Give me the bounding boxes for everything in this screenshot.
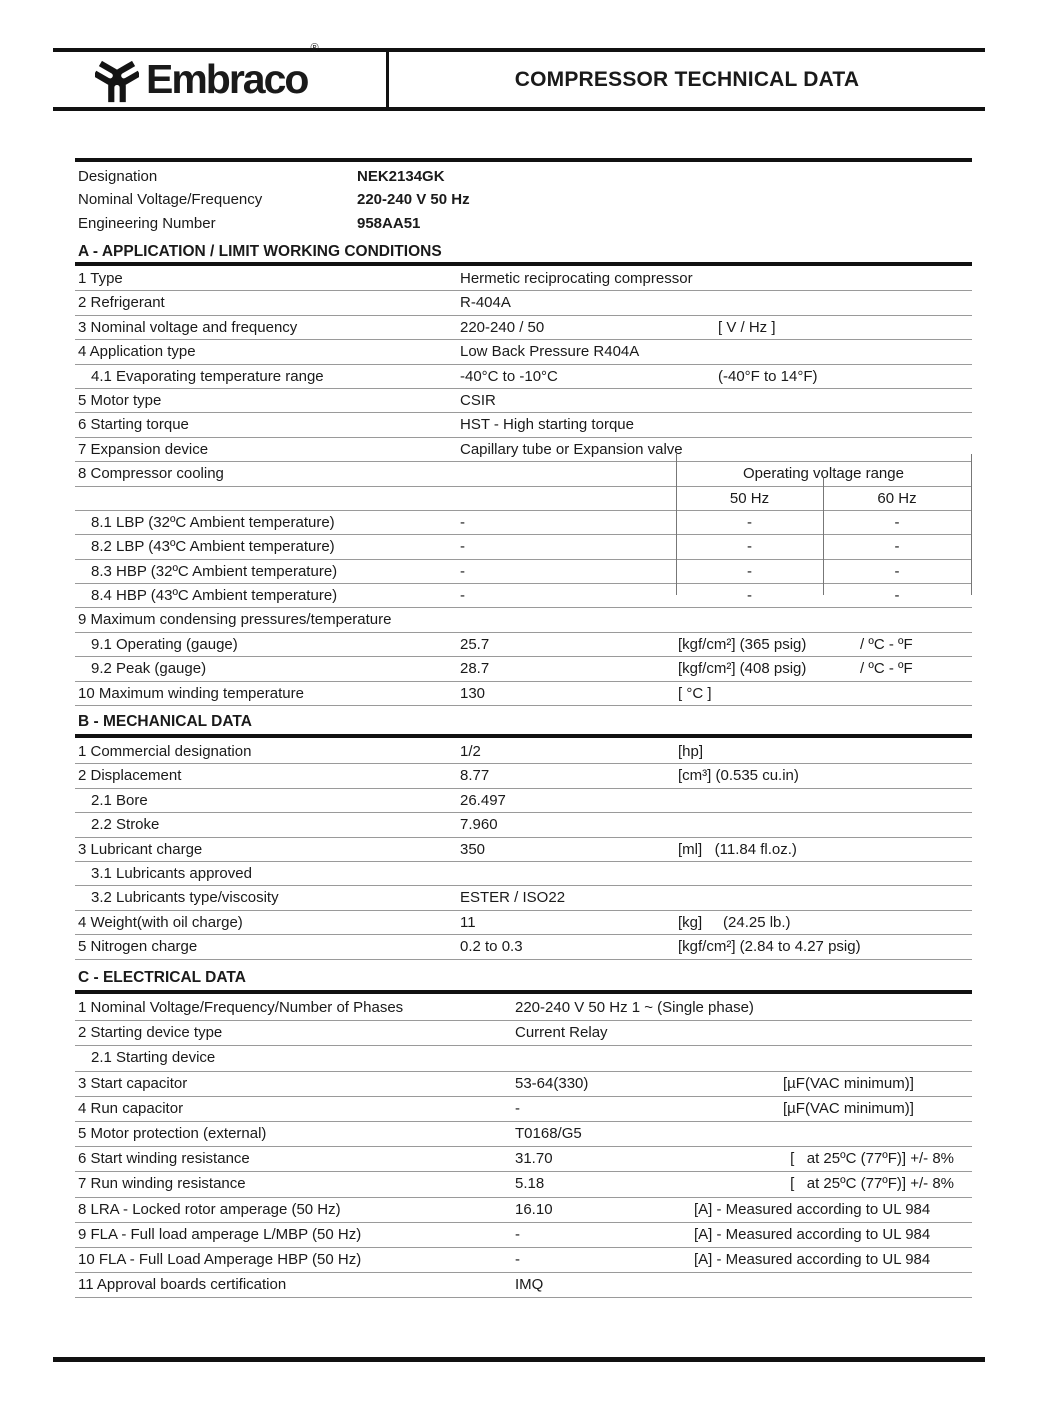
table-row	[75, 365, 972, 389]
cell-label: 11 Approval boards certification	[78, 1276, 287, 1294]
table-row	[75, 633, 972, 657]
cell-unit: [kgf/cm²] (408 psig)	[678, 660, 807, 678]
cell-label: 9 Maximum condensing pressures/temperature	[78, 611, 392, 629]
table-row	[75, 911, 972, 935]
cell-label: 3 Nominal voltage and frequency	[78, 318, 298, 336]
cell-value: 0.2 to 0.3	[460, 938, 523, 956]
brand-name: Embraco®	[146, 42, 319, 102]
table-row	[75, 267, 972, 291]
cell-unit: [kgf/cm²] (2.84 to 4.27 psig)	[678, 938, 861, 956]
section-b-title: B - MECHANICAL DATA	[78, 713, 252, 730]
identification-label: Designation	[78, 168, 158, 185]
table-row	[75, 740, 972, 764]
cell-label: 2 Starting device type	[78, 1024, 223, 1042]
cell-value: 7.960	[460, 816, 498, 834]
cell-label: 4 Application type	[78, 343, 196, 361]
cell-value: -	[460, 513, 465, 531]
cell-label-sub: 3.1 Lubricants approved	[91, 864, 252, 882]
table-row	[75, 862, 972, 886]
cell-value-c: Current Relay	[515, 1024, 608, 1042]
cell-unit: [kg] (24.25 lb.)	[678, 913, 791, 931]
cell-value-c: -	[515, 1099, 520, 1117]
cell-value-c: 5.18	[515, 1175, 545, 1193]
cell-label-sub: 3.2 Lubricants type/viscosity	[91, 889, 279, 907]
cell-label: 10 Maximum winding temperature	[78, 684, 304, 702]
table-row	[75, 608, 972, 632]
cell-hz50: -	[747, 538, 752, 556]
cell-note: / ºC - ºF	[860, 660, 913, 678]
cell-value: 11	[460, 913, 476, 931]
cell-hz60: -	[894, 513, 900, 531]
cell-label: 5 Motor type	[78, 391, 162, 409]
cell-hz50: -	[747, 513, 752, 531]
cell-label: 1 Commercial designation	[78, 743, 252, 760]
cell-value: -	[460, 538, 465, 556]
section-c-title: C - ELECTRICAL DATA	[78, 969, 246, 986]
cell-hz60: 60 Hz	[877, 489, 917, 507]
cell-unit: [hp]	[678, 743, 704, 760]
cell-hz60: -	[894, 538, 900, 556]
cell-value: R-404A	[460, 294, 511, 312]
table-row	[75, 764, 972, 788]
table-row	[75, 657, 972, 681]
identification-value: 958AA51	[357, 214, 421, 232]
cell-value-c: -	[515, 1225, 520, 1243]
table-row	[75, 1122, 972, 1147]
table-row	[75, 996, 972, 1021]
table-row	[75, 1147, 972, 1172]
cell-note-r: [ at 25ºC (77ºF)] +/- 8%	[790, 1150, 954, 1168]
section-b-rule	[75, 734, 972, 738]
cell-value: 28.7	[460, 660, 490, 678]
table-row	[75, 1097, 972, 1122]
cell-label-sub: 9.1 Operating (gauge)	[91, 635, 238, 653]
cell-unit-c: [µF(VAC minimum)]	[783, 1099, 914, 1117]
identification-block	[75, 165, 972, 235]
cell-value: -	[460, 587, 465, 605]
cell-value: 26.497	[460, 791, 506, 809]
cell-value-c: T0168/G5	[515, 1124, 582, 1142]
cell-value: 25.7	[460, 635, 490, 653]
section-a-title: A - APPLICATION / LIMIT WORKING CONDITIONS	[78, 243, 442, 260]
cell-label: 8 Compressor cooling	[78, 465, 224, 483]
cell-value-c: 53-64(330)	[515, 1074, 589, 1092]
cell-label: 5 Motor protection (external)	[78, 1124, 267, 1142]
cell-value-c: IMQ	[515, 1276, 544, 1294]
identification-label: Nominal Voltage/Frequency	[78, 191, 263, 209]
table-row	[75, 813, 972, 837]
cell-label-sub: 8.4 HBP (43ºC Ambient temperature)	[91, 587, 338, 605]
cell-hz50: -	[747, 587, 752, 605]
cell-value: 220-240 / 50	[460, 318, 545, 336]
section-c-table	[75, 996, 972, 1298]
cell-ovr-head: Operating voltage range	[743, 465, 904, 483]
cell-hz50: 50 Hz	[729, 489, 770, 507]
table-row	[75, 1172, 972, 1197]
cell-label: 4 Run capacitor	[78, 1099, 184, 1117]
table-row	[75, 487, 972, 511]
cell-label-sub: 8.2 LBP (43ºC Ambient temperature)	[91, 538, 335, 556]
table-row	[75, 1046, 972, 1071]
cell-label: 6 Start winding resistance	[78, 1150, 250, 1168]
cell-value: 1/2	[460, 743, 481, 760]
cell-value-c: 220-240 V 50 Hz 1 ~ (Single phase)	[515, 999, 754, 1016]
registered-trademark-symbol: ®	[310, 42, 319, 54]
table-row	[75, 1223, 972, 1248]
identification-label: Engineering Number	[78, 214, 216, 232]
cell-label: 8 LRA - Locked rotor amperage (50 Hz)	[78, 1200, 341, 1218]
table-row	[75, 291, 972, 315]
table-row	[75, 1021, 972, 1046]
cell-label: 6 Starting torque	[78, 416, 189, 434]
cell-value: Capillary tube or Expansion valve	[460, 440, 683, 458]
cell-unit-a: [A] - Measured according to UL 984	[694, 1225, 931, 1243]
table-row	[75, 462, 972, 486]
cell-value: Low Back Pressure R404A	[460, 343, 640, 361]
cell-label: 5 Nitrogen charge	[78, 938, 198, 956]
cell-unit: [ °C ]	[678, 684, 712, 702]
cell-value: CSIR	[460, 391, 496, 409]
section-a-rule	[75, 262, 972, 266]
cell-label-sub: 8.3 HBP (32ºC Ambient temperature)	[91, 562, 338, 580]
identification-row	[75, 165, 972, 188]
cell-unit: [ml] (11.84 fl.oz.)	[678, 840, 797, 858]
cell-label-sub: 8.1 LBP (32ºC Ambient temperature)	[91, 513, 335, 531]
table-row	[75, 935, 972, 959]
table-row	[75, 511, 972, 535]
identification-row	[75, 212, 972, 235]
page-title: COMPRESSOR TECHNICAL DATA	[514, 67, 860, 91]
table-row	[75, 838, 972, 862]
table-row	[75, 560, 972, 584]
table-row	[75, 316, 972, 340]
cell-value: 130	[460, 684, 486, 702]
table-row	[75, 1072, 972, 1097]
section-a-table	[75, 267, 972, 706]
cell-label: 7 Run winding resistance	[78, 1175, 246, 1193]
cell-label-sub: 2.1 Bore	[91, 791, 148, 809]
table-row	[75, 1273, 972, 1298]
cell-label-sub: 2.1 Starting device	[91, 1049, 216, 1067]
cell-value: HST - High starting torque	[460, 416, 634, 434]
section-c-rule	[75, 990, 972, 994]
page-bottom-rule	[53, 1357, 985, 1362]
cell-value-c: 31.70	[515, 1150, 553, 1168]
table-row	[75, 1198, 972, 1223]
cell-value-c: -	[515, 1250, 520, 1268]
cell-value: -40°C to -10°C	[460, 367, 558, 385]
cell-value: ESTER / ISO22	[460, 889, 566, 907]
cell-label: 2 Displacement	[78, 767, 182, 785]
cell-label: 7 Expansion device	[78, 440, 209, 458]
cell-note: / ºC - ºF	[860, 635, 913, 653]
identification-value: NEK2134GK	[357, 168, 445, 185]
cell-value: 350	[460, 840, 486, 858]
cell-hz50: -	[747, 562, 752, 580]
cell-unit-b: [ V / Hz ]	[718, 318, 776, 336]
cell-unit-a: [A] - Measured according to UL 984	[694, 1200, 931, 1218]
cell-value: Hermetic reciprocating compressor	[460, 270, 693, 287]
cell-value: 8.77	[460, 767, 490, 785]
table-row	[75, 535, 972, 559]
table-row	[75, 886, 972, 910]
embraco-snowflake-icon	[95, 58, 139, 104]
cell-label: 4 Weight(with oil charge)	[78, 913, 243, 931]
cell-label: 10 FLA - Full Load Amperage HBP (50 Hz)	[78, 1250, 362, 1268]
table-row	[75, 682, 972, 706]
identification-top-rule	[75, 158, 972, 162]
title-cell	[389, 52, 985, 107]
cell-hz60: -	[894, 587, 900, 605]
cell-label: 3 Start capacitor	[78, 1074, 188, 1092]
cell-label-sub: 9.2 Peak (gauge)	[91, 660, 207, 678]
identification-row	[75, 188, 972, 211]
cell-value-c: 16.10	[515, 1200, 553, 1218]
cell-label: 2 Refrigerant	[78, 294, 165, 312]
cell-hz60: -	[894, 562, 900, 580]
cell-unit-b: (-40°F to 14°F)	[718, 367, 818, 385]
cell-unit: [kgf/cm²] (365 psig)	[678, 635, 807, 653]
cell-label: 9 FLA - Full load amperage L/MBP (50 Hz)	[78, 1225, 362, 1243]
table-row	[75, 413, 972, 437]
cell-label-sub: 4.1 Evaporating temperature range	[91, 367, 324, 385]
identification-value: 220-240 V 50 Hz	[357, 191, 470, 209]
table-row	[75, 1248, 972, 1273]
table-row	[75, 789, 972, 813]
cell-label: 1 Nominal Voltage/Frequency/Number of Phases	[78, 999, 404, 1016]
cell-label: 3 Lubricant charge	[78, 840, 203, 858]
table-row	[75, 584, 972, 608]
cell-label: 1 Type	[78, 270, 123, 287]
brand-logo	[53, 42, 389, 107]
cell-unit: [cm³] (0.535 cu.in)	[678, 767, 799, 785]
cell-value: -	[460, 562, 465, 580]
cell-note-r: [ at 25ºC (77ºF)] +/- 8%	[790, 1175, 954, 1193]
section-b-table	[75, 740, 972, 960]
cell-label-sub: 2.2 Stroke	[91, 816, 160, 834]
table-row	[75, 438, 972, 462]
table-row	[75, 340, 972, 364]
table-row	[75, 389, 972, 413]
cell-unit-a: [A] - Measured according to UL 984	[694, 1250, 931, 1268]
cell-unit-c: [µF(VAC minimum)]	[783, 1074, 914, 1092]
page-header	[53, 42, 985, 111]
